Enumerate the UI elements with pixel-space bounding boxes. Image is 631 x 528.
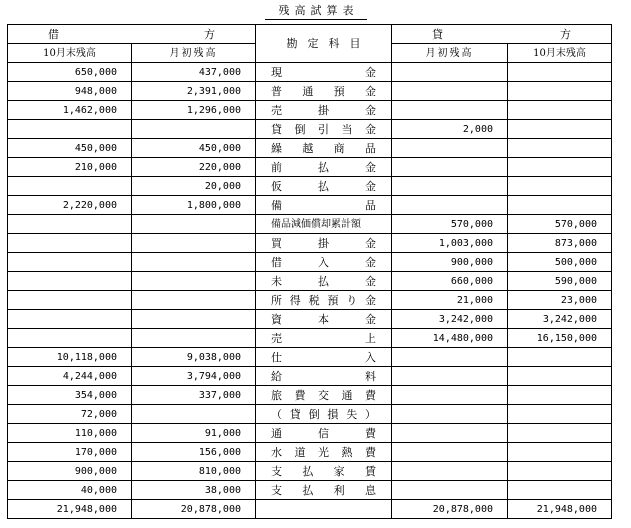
credit-oct-cell [508, 424, 612, 443]
debit-oct-cell [8, 120, 132, 139]
debit-oct-cell: 650,000 [8, 63, 132, 82]
credit-oct-cell [508, 405, 612, 424]
account-name-cell: 資 本 金 [256, 310, 392, 329]
credit-oct-cell [508, 196, 612, 215]
table-row [8, 329, 612, 348]
account-name-cell: （ 貸 倒 損 失 ） [256, 405, 392, 424]
credit-oct-cell [508, 481, 612, 500]
credit-open-cell: 660,000 [392, 272, 508, 291]
debit-oct-header: 10月末残高 [8, 44, 132, 63]
table-row [8, 177, 612, 196]
table-row [8, 120, 612, 139]
table-row [8, 424, 612, 443]
debit-oct-cell: 10,118,000 [8, 348, 132, 367]
total-credit-open: 20,878,000 [392, 500, 508, 519]
trial-balance-table [7, 24, 612, 519]
account-name-cell: 所 得 税 預 り 金 [256, 291, 392, 310]
credit-open-cell [392, 386, 508, 405]
debit-oct-cell: 40,000 [8, 481, 132, 500]
debit-oct-cell [8, 310, 132, 329]
account-name-cell: 普 通 預 金 [256, 82, 392, 101]
debit-open-cell: 810,000 [132, 462, 256, 481]
debit-oct-cell: 170,000 [8, 443, 132, 462]
account-name-cell: 仕 入 [256, 348, 392, 367]
credit-open-cell [392, 348, 508, 367]
account-name-cell: 備 品 [256, 196, 392, 215]
debit-oct-cell: 210,000 [8, 158, 132, 177]
account-name-cell: 備品減価償却累計額 [256, 215, 392, 234]
debit-open-cell: 38,000 [132, 481, 256, 500]
credit-open-cell [392, 158, 508, 177]
table-row [8, 101, 612, 120]
table-row [8, 82, 612, 101]
table-row [8, 272, 612, 291]
credit-open-cell [392, 101, 508, 120]
debit-open-cell: 1,800,000 [132, 196, 256, 215]
credit-open-cell: 3,242,000 [392, 310, 508, 329]
debit-oct-cell [8, 234, 132, 253]
page-title: 残高試算表 [0, 2, 631, 22]
credit-oct-cell [508, 462, 612, 481]
debit-oct-cell: 354,000 [8, 386, 132, 405]
credit-oct-cell: 16,150,000 [508, 329, 612, 348]
credit-oct-cell [508, 386, 612, 405]
table-row [8, 405, 612, 424]
credit-open-cell: 14,480,000 [392, 329, 508, 348]
credit-open-cell [392, 196, 508, 215]
debit-header: 借 方 [8, 25, 256, 44]
debit-oct-cell: 948,000 [8, 82, 132, 101]
account-name-cell: 借 入 金 [256, 253, 392, 272]
account-name-cell: 買 掛 金 [256, 234, 392, 253]
total-credit-oct: 21,948,000 [508, 500, 612, 519]
table-row [8, 291, 612, 310]
table-row [8, 196, 612, 215]
debit-open-cell: 437,000 [132, 63, 256, 82]
account-name-cell: 給 料 [256, 367, 392, 386]
credit-oct-cell [508, 367, 612, 386]
table-row [8, 462, 612, 481]
debit-oct-cell: 2,220,000 [8, 196, 132, 215]
credit-oct-cell [508, 443, 612, 462]
credit-oct-cell: 570,000 [508, 215, 612, 234]
account-name-cell: 現 金 [256, 63, 392, 82]
credit-oct-cell: 590,000 [508, 272, 612, 291]
debit-open-cell: 91,000 [132, 424, 256, 443]
credit-oct-cell [508, 348, 612, 367]
credit-open-header: 月初残高 [392, 44, 508, 63]
account-name-cell: 未 払 金 [256, 272, 392, 291]
debit-open-cell [132, 215, 256, 234]
debit-open-cell [132, 310, 256, 329]
debit-open-cell [132, 405, 256, 424]
account-name-cell: 旅 費 交 通 費 [256, 386, 392, 405]
total-debit-oct: 21,948,000 [8, 500, 132, 519]
debit-open-cell: 20,000 [132, 177, 256, 196]
account-name-cell: 前 払 金 [256, 158, 392, 177]
credit-open-cell [392, 63, 508, 82]
table-row [8, 481, 612, 500]
credit-open-cell: 1,003,000 [392, 234, 508, 253]
credit-open-cell: 2,000 [392, 120, 508, 139]
debit-open-cell: 3,794,000 [132, 367, 256, 386]
table-row [8, 234, 612, 253]
debit-oct-cell [8, 177, 132, 196]
account-name-cell: 繰 越 商 品 [256, 139, 392, 158]
debit-open-cell: 156,000 [132, 443, 256, 462]
credit-open-cell [392, 367, 508, 386]
debit-open-cell [132, 291, 256, 310]
table-row [8, 386, 612, 405]
credit-open-cell [392, 139, 508, 158]
debit-open-cell [132, 272, 256, 291]
debit-open-cell: 220,000 [132, 158, 256, 177]
account-name-cell: 売 掛 金 [256, 101, 392, 120]
debit-oct-cell: 1,462,000 [8, 101, 132, 120]
debit-open-cell: 450,000 [132, 139, 256, 158]
debit-oct-cell: 450,000 [8, 139, 132, 158]
credit-oct-cell [508, 101, 612, 120]
total-account-blank [256, 500, 392, 519]
debit-open-header: 月初残高 [132, 44, 256, 63]
debit-open-cell: 9,038,000 [132, 348, 256, 367]
account-name-cell: 支 払 利 息 [256, 481, 392, 500]
totals-row [8, 500, 612, 519]
credit-open-cell [392, 443, 508, 462]
table-row [8, 63, 612, 82]
debit-oct-cell [8, 329, 132, 348]
credit-oct-cell [508, 120, 612, 139]
credit-oct-cell [508, 158, 612, 177]
credit-open-cell: 900,000 [392, 253, 508, 272]
debit-open-cell: 1,296,000 [132, 101, 256, 120]
table-row [8, 367, 612, 386]
debit-open-cell [132, 329, 256, 348]
table-row [8, 253, 612, 272]
debit-oct-cell [8, 215, 132, 234]
credit-oct-cell [508, 139, 612, 158]
table-row [8, 348, 612, 367]
debit-oct-cell [8, 253, 132, 272]
credit-oct-cell [508, 63, 612, 82]
debit-oct-cell: 72,000 [8, 405, 132, 424]
debit-oct-cell [8, 272, 132, 291]
debit-open-cell: 2,391,000 [132, 82, 256, 101]
credit-oct-cell: 500,000 [508, 253, 612, 272]
credit-open-cell [392, 481, 508, 500]
credit-open-cell [392, 462, 508, 481]
credit-open-cell: 21,000 [392, 291, 508, 310]
debit-open-cell [132, 253, 256, 272]
credit-oct-cell: 3,242,000 [508, 310, 612, 329]
debit-open-cell: 337,000 [132, 386, 256, 405]
account-name-cell: 貸 倒 引 当 金 [256, 120, 392, 139]
credit-open-cell [392, 177, 508, 196]
account-name-cell: 仮 払 金 [256, 177, 392, 196]
credit-header: 貸 方 [392, 25, 612, 44]
table-row [8, 443, 612, 462]
credit-oct-cell: 23,000 [508, 291, 612, 310]
debit-oct-cell: 900,000 [8, 462, 132, 481]
credit-oct-header: 10月末残高 [508, 44, 612, 63]
table-row [8, 215, 612, 234]
account-name-cell: 売 上 [256, 329, 392, 348]
account-header: 勘定科目 [256, 25, 392, 63]
debit-oct-cell: 4,244,000 [8, 367, 132, 386]
credit-open-cell: 570,000 [392, 215, 508, 234]
debit-oct-cell: 110,000 [8, 424, 132, 443]
total-debit-open: 20,878,000 [132, 500, 256, 519]
debit-oct-cell [8, 291, 132, 310]
credit-oct-cell: 873,000 [508, 234, 612, 253]
table-row [8, 310, 612, 329]
credit-open-cell [392, 82, 508, 101]
debit-open-cell [132, 234, 256, 253]
account-name-cell: 水 道 光 熱 費 [256, 443, 392, 462]
account-name-cell: 通 信 費 [256, 424, 392, 443]
table-row [8, 158, 612, 177]
debit-open-cell [132, 120, 256, 139]
credit-oct-cell [508, 177, 612, 196]
table-row [8, 139, 612, 158]
credit-oct-cell [508, 82, 612, 101]
account-name-cell: 支 払 家 賃 [256, 462, 392, 481]
credit-open-cell [392, 405, 508, 424]
credit-open-cell [392, 424, 508, 443]
